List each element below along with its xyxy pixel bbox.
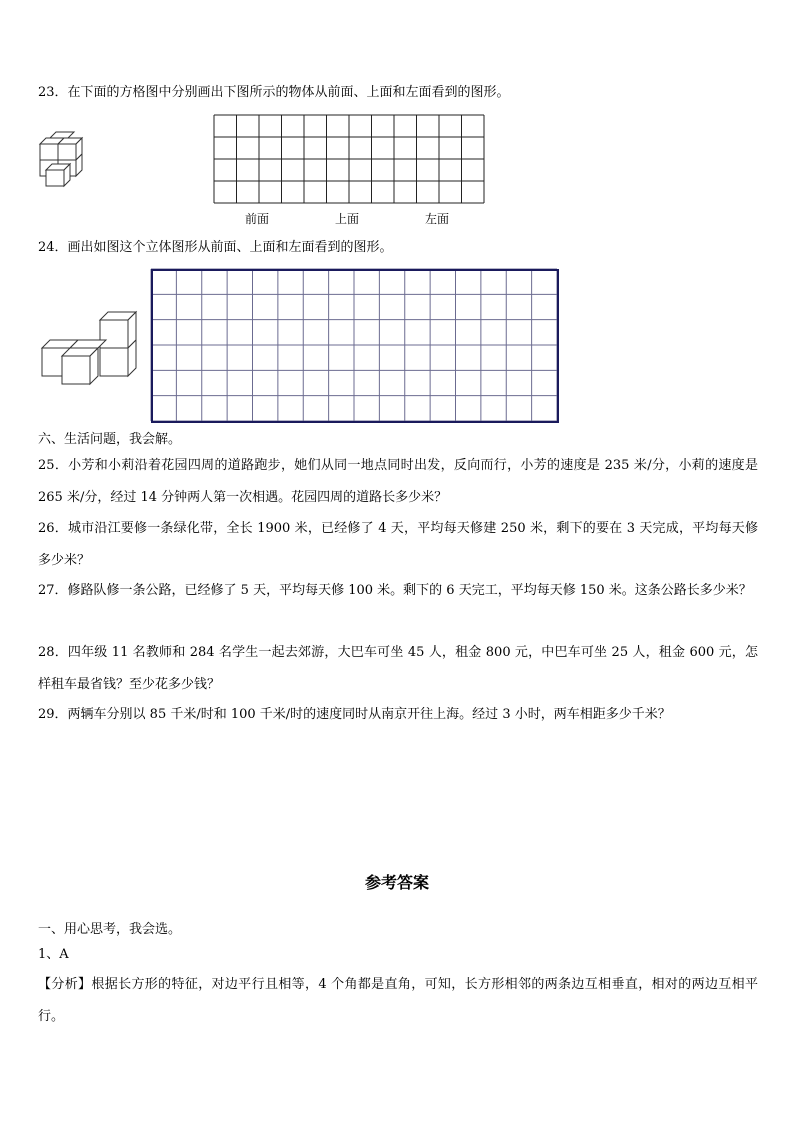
q23-label-top: 上面 (335, 212, 360, 226)
q24-text: 24．画出如图这个立体图形从前面、上面和左面看到的图形。 (38, 240, 393, 255)
answers-heading: 参考答案 (364, 873, 429, 892)
q24-cube-figure (40, 310, 140, 390)
q25-text: 25．小芳和小莉沿着花园四周的道路跑步，她们从同一地点同时出发，反向而行，小芳的速度是 235 米/分，小莉的速度是 265 米/分，经过 14 分钟两人第一次相遇。花园四周的道路长多少米？ (38, 458, 758, 505)
q29-text: 29．两辆车分别以 85 千米/时和 100 千米/时的速度同时从南京开往上海。经过 3 小时，两车相距多少千米？ (38, 707, 671, 722)
section6-title: 六、生活问题，我会解。 (38, 432, 182, 447)
q23-label-front: 前面 (245, 212, 270, 226)
q23-grid (214, 115, 484, 203)
q26-text: 26．城市沿江要修一条绿化带，全长 1900 米，已经修了 4 天，平均每天修建 250 米，剩下的要在 3 天完成，平均每天修多少米？ (38, 521, 758, 568)
q28-text: 28．四年级 11 名教师和 284 名学生一起去郊游，大巴车可坐 45 人，租金 800 元，中巴车可坐 25 人，租金 600 元，怎样租车最省钱？至少花多少钱？ (38, 645, 758, 692)
answer-item-1: 1、A (38, 947, 69, 962)
q23-text: 23．在下面的方格图中分别画出下图所示的物体从前面、上面和左面看到的图形。 (38, 85, 510, 100)
q23-label-left: 左面 (425, 212, 450, 226)
q27-text: 27．修路队修一条公路，已经修了 5 天，平均每天修 100 米。剩下的 6 天完工，平均每天修 150 米。这条公路长多少米？ (38, 583, 752, 598)
q24-grid (151, 269, 559, 423)
answers-section1: 一、用心思考，我会选。 (38, 922, 182, 937)
answer-analysis: 【分析】根据长方形的特征，对边平行且相等，4 个角都是直角，可知，长方形相邻的两条边互相垂直，相对的两边互相平行。 (38, 977, 758, 1024)
q23-cube-figure (36, 136, 82, 188)
